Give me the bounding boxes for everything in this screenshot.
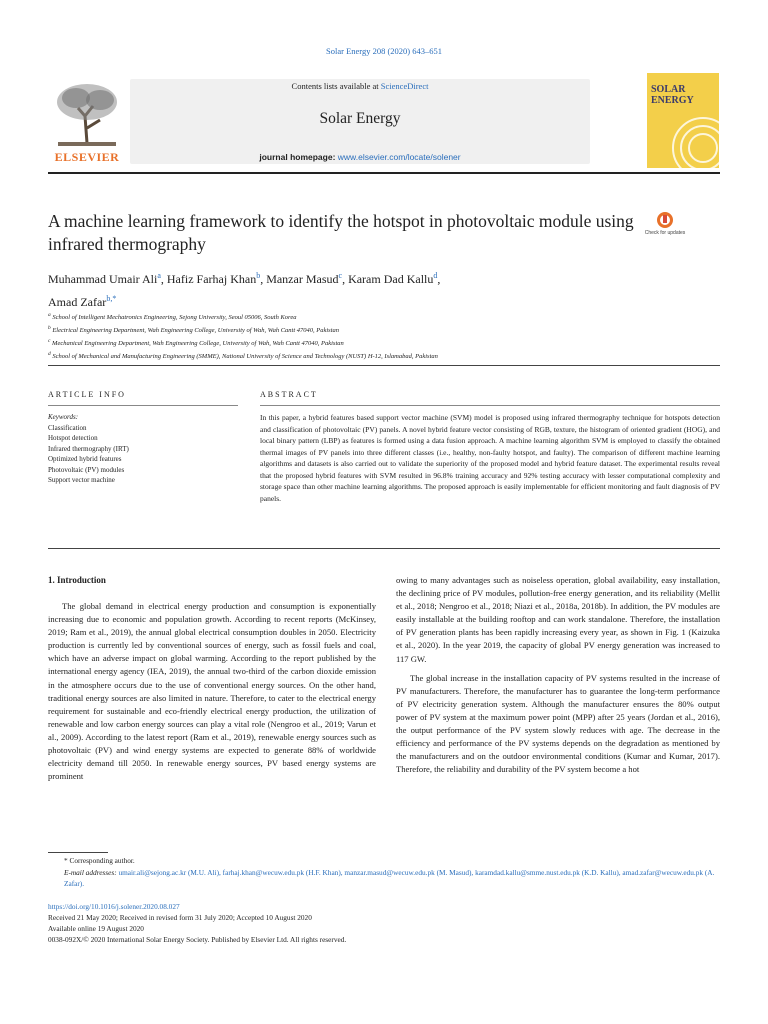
affiliation-item: [48, 310, 728, 323]
author-list: [48, 266, 688, 312]
author-name[interactable]: Amad Zafar: [48, 295, 107, 309]
section-divider-2: [48, 548, 720, 549]
intro-paragraph-1-cont: owing to many advantages such as noiseless operation, global availability, easy installation, the declining price of PV modules, pollution-free energy generation, and its reliability (Mellit et al., 2018; Nengroo et al., 2018; Niazi et al., 2018a, 2018b). In addition, the PV modules are easily installable at the building rooftop and can work standalone. Therefore, the installation of PV generation plants has been rapidly increasing every year, as shown in Fig. 1 (Kaizuka et al., 2020). In the year 2019, the capacity of global PV energy generation was increased to 117 GW.: [396, 575, 720, 664]
badge-text: Check for updates: [644, 230, 686, 236]
affiliation-item: [48, 323, 728, 336]
author-affiliation-mark[interactable]: b: [256, 271, 261, 280]
author-name[interactable]: Karam Dad Kallu: [348, 272, 434, 286]
email-addresses: [48, 867, 720, 890]
article-title: A machine learning framework to identify the hotspot in photovoltaic module using infrared thermography: [48, 211, 634, 254]
keyword-item: Support vector machine: [48, 476, 115, 484]
author-separator: ,: [437, 272, 441, 286]
emails-label: E-mail addresses:: [64, 867, 119, 877]
keywords-block: [48, 412, 248, 486]
corresponding-author-note: * Corresponding author.: [64, 856, 135, 865]
abstract-rule: [260, 405, 720, 406]
affiliation-item: [48, 349, 728, 362]
affiliation-text: School of Intelligent Mechatronics Engineering, Sejong University, Seoul 05006, South Korea: [50, 314, 297, 322]
author-affiliation-mark[interactable]: a: [157, 271, 161, 280]
keyword-item: Optimized hybrid features: [48, 455, 122, 463]
affiliation-mark: a: [48, 312, 51, 318]
affiliation-mark: c: [48, 338, 51, 345]
abstract-heading: ABSTRACT: [260, 390, 318, 399]
footnote-rule: [48, 852, 108, 853]
keywords-list: [48, 423, 248, 486]
intro-paragraph-1: The global demand in electrical energy production and consumption is exponentially increasing due to economic and population growth. According to recent reports (McKinsey, 2019; Ram et al., 2019), the annual global electrical consumption doubles in 2050. Electricity production is currently led by conventional sources of energy, such as fossil fuels and coal, which have an adverse impact on global warming. According to the report published by the international energy agency (IEA, 2019), the annual two-third of the carbon dioxide emission in the atmosphere occurs due to the use of conventional energy sources. On the other hand, traditional energy sources are also limited in nature. Therefore, to cater to the electrical energy requirement for sustainable and eco-friendly electrical energy production, the utilization of renewable and low carbon energy sources can play a vital role (Nengroo et al., 2019; Varun et al., 2009). According to the latest report (Ram et al., 2019), renewable energy sources such as photovoltaic (PV) and wind energy systems are expected to generate 88% of worldwide electricity demand till 2050. In renewable energy sources, PV based energy systems are prominent: [48, 601, 376, 782]
journal-name: Solar Energy: [319, 110, 401, 127]
homepage-link[interactable]: www.elsevier.com/locate/solener: [337, 152, 461, 162]
keyword-item: Classification: [48, 423, 87, 432]
contents-line: [130, 81, 590, 91]
footnotes: [48, 855, 720, 890]
affiliation-text: Electrical Engineering Department, Wah Engineering College, University of Wah, Wah Cantt 47040, Pakistan: [50, 327, 340, 335]
author-separator: ,: [160, 272, 167, 286]
intro-column-right: [396, 574, 720, 776]
section-divider: [48, 365, 720, 366]
cover-title-line-1: SOLAR: [651, 84, 686, 95]
header-divider: [48, 172, 720, 174]
intro-paragraph-2: The global increase in the installation capacity of PV systems resulted in the increase of PV manufacturers. Therefore, the manufacturer has to guarantee the long-term performance of PV electricity generation system. Although the manufacturer ensures the 80% output power of PV system at the maximum power point (MPP) after 25 years (Jordan et al., 2016), the output performance of the PV system slowly reduces with age. The decrease in the efficiency and performance of the PV systems depends on the degradation as mentioned by the manufacturers and on the outdoor environmental conditions (Kumar and Kumar, 2017). Therefore, the reliability and durability of the PV system become a hot: [396, 672, 720, 775]
article-info-heading: ARTICLE INFO: [48, 390, 126, 399]
author-affiliation-mark[interactable]: c: [338, 271, 343, 280]
intro-column-left: [48, 600, 376, 783]
homepage-prefix: journal homepage:: [259, 152, 338, 162]
keyword-item: Hotspot detection: [48, 434, 98, 442]
introduction-heading: 1. Introduction: [48, 575, 106, 585]
doi-link[interactable]: https://doi.org/10.1016/j.solener.2020.08.027: [48, 902, 180, 911]
check-for-updates-icon[interactable]: [644, 210, 686, 240]
available-online: Available online 19 August 2020: [48, 924, 144, 933]
abstract-text: In this paper, a hybrid features based support vector machine (SVM) model is proposed using infrared thermography technique for hotspots detection and classification of photovoltaic (PV) panels. A novel hybrid feature vector consisting of RGB, texture, the histogram of oriented gradient (HOG), and local binary pattern (LBP) as features is formed using a data fusion approach. A machine learning algorithm SVM is employed to classify the obtained thermal images of PV panels into three different classes (i.e., healthy, non-faulty hotspot, and faulty). The comparison of different machine learning algorithms and datasets is also carried out to validate the superiority of the proposed model and hybrid feature dataset. The experimental results reveal that the proposed hybrid features with SVM resulted in 96.8% training accuracy and 92% testing accuracy with lesser computational complexity and storage space than other machine learning algorithms. The proposed approach is easily implementable for efficient monitoring and fault diagnosis of PV panels.: [260, 413, 720, 503]
article-info-rule: [48, 405, 238, 406]
publication-info: [48, 901, 720, 945]
cover-title: [651, 84, 717, 106]
email-links[interactable]: umair.ali@sejong.ac.kr (M.U. Ali), farhaj.khan@wecuw.edu.pk (H.F. Khan), manzar.masud@wecuw.edu.pk (M. Masud), karamdad.kallu@smme.nust.edu.pk (K.D. Kallu), amad.zafar@wecuw.edu.pk (A. Zafar).: [64, 867, 715, 888]
author-name[interactable]: Hafiz Farhaj Khan: [166, 272, 257, 286]
author-name[interactable]: Muhammad Umair Ali: [48, 272, 158, 286]
contents-prefix: Contents lists available at: [291, 81, 381, 91]
journal-homepage: [130, 152, 590, 162]
keyword-item: Photovoltaic (PV) modules: [48, 465, 125, 474]
author-separator: ,: [260, 272, 267, 286]
publisher-name: ELSEVIER: [54, 150, 120, 164]
affiliations: [48, 310, 728, 363]
author-affiliation-mark[interactable]: b,*: [106, 294, 117, 303]
journal-citation[interactable]: Solar Energy 208 (2020) 643–651: [326, 46, 442, 56]
keywords-label: Keywords:: [48, 413, 79, 421]
copyright: 0038-092X/© 2020 International Solar Energy Society. Published by Elsevier Ltd. All rights reserved.: [48, 935, 347, 944]
received-dates: Received 21 May 2020; Received in revised form 31 July 2020; Accepted 10 August 2020: [48, 913, 312, 922]
affiliation-text: School of Mechanical and Manufacturing Engineering (SMME), National University of Science and Technology (NUST) H-12, Islamabad, Pakistan: [50, 353, 438, 361]
affiliation-mark: b: [48, 325, 51, 332]
affiliation-mark: d: [48, 351, 51, 358]
cover-title-line-2: ENERGY: [651, 95, 694, 106]
affiliation-item: [48, 336, 728, 349]
sciencedirect-link[interactable]: ScienceDirect: [380, 81, 429, 91]
author-name[interactable]: Manzar Masud: [266, 272, 339, 286]
keyword-item: Infrared thermography (IRT): [48, 444, 129, 453]
author-affiliation-mark[interactable]: d: [433, 271, 438, 280]
affiliation-text: Mechanical Engineering Department, Wah Engineering College, University of Wah, Wah Cantt 47040, Pakistan: [50, 340, 344, 348]
author-separator: ,: [342, 272, 349, 286]
